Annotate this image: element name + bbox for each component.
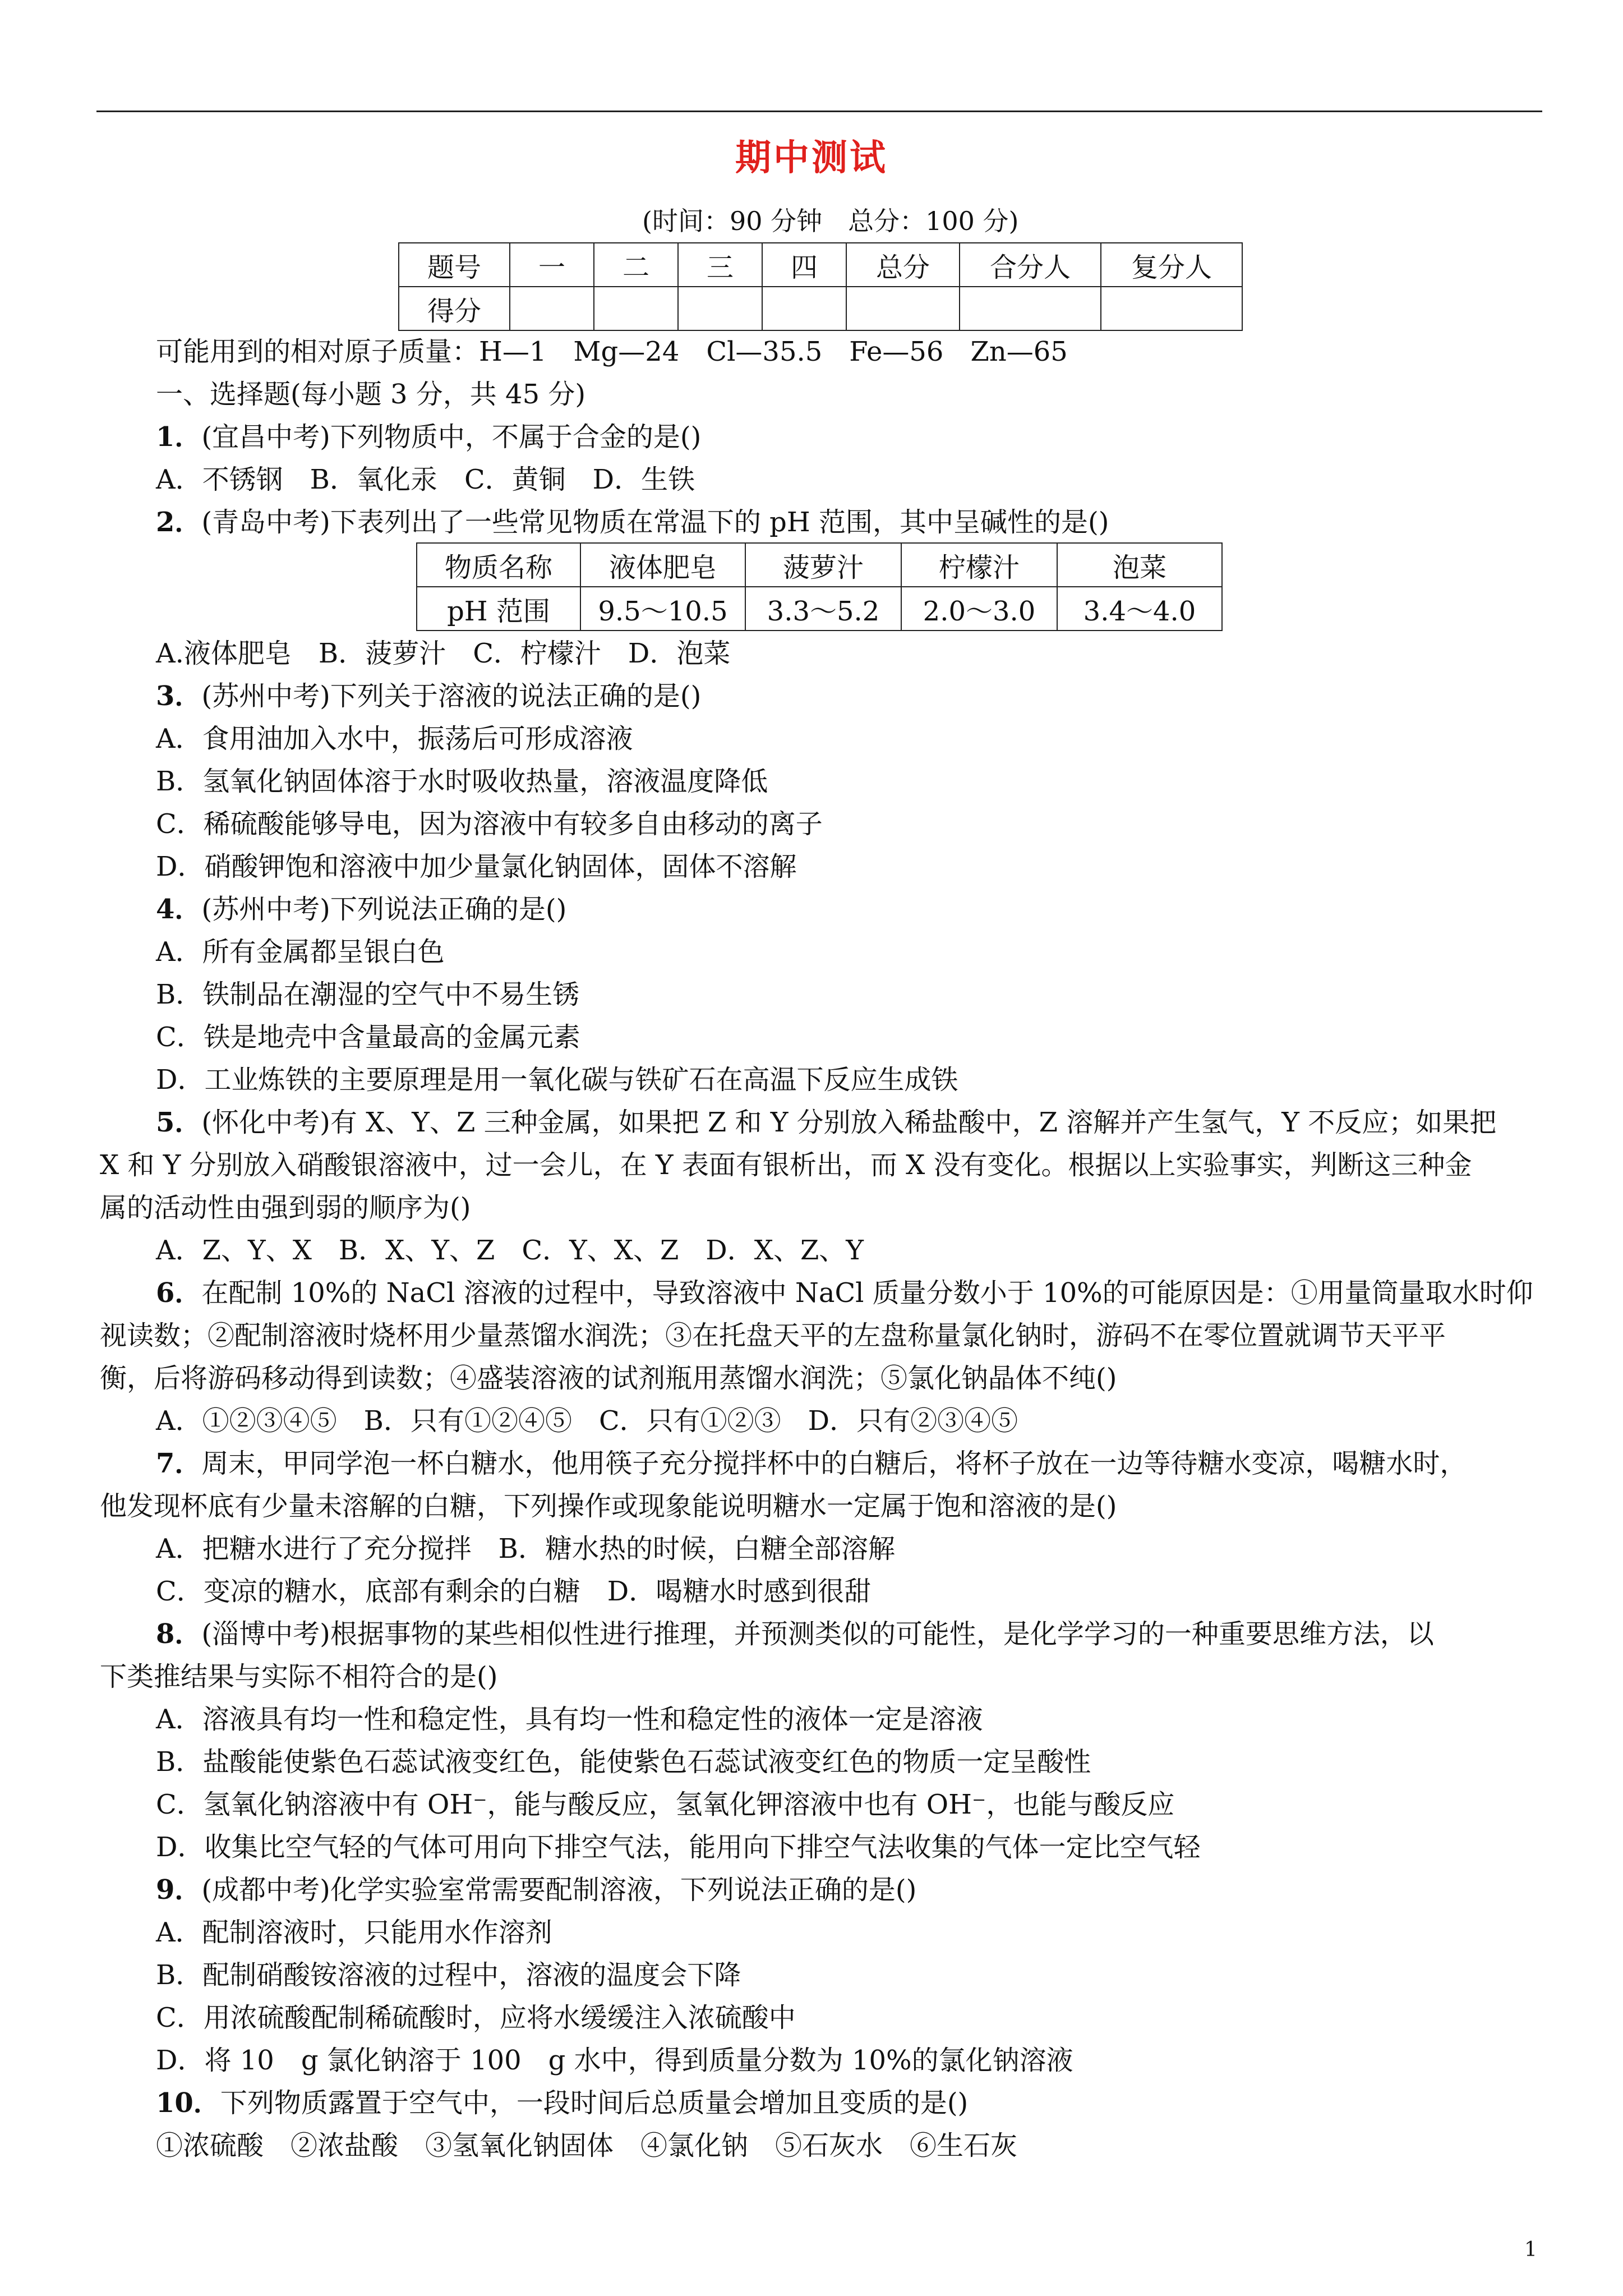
question-number: 2． [156,507,202,538]
ph-table-header-row [417,543,1222,587]
exam-info: (时间：90 分钟 总分：100 分) [642,206,1019,236]
score-table-header-row [399,243,1242,287]
question-stem: (淄博中考)根据事物的某些相似性进行推理，并预测类似的可能性，是化学学习的一种重要思维方法，以 [201,1618,1434,1650]
score-header-cell: 合分人 [960,243,1101,287]
score-cell [1101,287,1242,330]
question-5 [156,1109,1496,1136]
ph-header-cell: 物质名称 [417,543,580,587]
score-table-row [399,287,1242,330]
ph-header-cell: 液体肥皂 [580,543,745,587]
option-b: B．盐酸能使紫色石蕊试液变红色，能使紫色石蕊试液变红色的物质一定呈酸性 [156,1746,1091,1778]
question-6-options: A．①②③④⑤ B．只有①②④⑤ C．只有①②③ D．只有②③④⑤ [156,1405,1018,1437]
score-table [398,242,1243,331]
question-text-line: 下类推结果与实际不相符合的是() [100,1661,498,1692]
score-header-cell: 四 [762,243,846,287]
question-2 [156,509,1109,536]
option-c: C．铁是地壳中含量最高的金属元素 [156,1022,580,1053]
option-a: A．食用油加入水中，振荡后可形成溶液 [156,723,633,754]
page-number: 1 [1524,2238,1537,2261]
option-c: C．稀硫酸能够导电，因为溶液中有较多自由移动的离子 [156,808,823,840]
option-d: D．将 10 g 氯化钠溶于 100 g 水中，得到质量分数为 10%的氯化钠溶液 [156,2045,1073,2076]
score-cell [510,287,594,330]
question-number: 7． [156,1448,202,1479]
question-text-line: 属的活动性由强到弱的顺序为() [100,1192,471,1223]
question-stem: (苏州中考)下列说法正确的是() [201,894,567,925]
ph-header-cell: 柠檬汁 [901,543,1057,587]
question-4 [156,896,566,923]
question-7-options-2: C．变凉的糖水，底部有剩余的白糖 D．喝糖水时感到很甜 [156,1576,872,1607]
question-7 [156,1450,1467,1477]
question-1-options: A．不锈钢 B．氧化汞 C．黄铜 D．生铁 [156,464,695,495]
header-rule [96,111,1542,112]
ph-cell: 9.5～10.5 [580,587,745,631]
ph-cell: 3.4～4.0 [1057,587,1222,631]
score-header-cell: 题号 [399,243,510,287]
ph-cell: 3.3～5.2 [745,587,901,631]
option-b: B．配制硝酸铵溶液的过程中，溶液的温度会下降 [156,1959,741,1991]
question-number: 8． [156,1618,202,1650]
ph-header-cell: 菠萝汁 [745,543,901,587]
question-number: 9． [156,1874,202,1906]
option-a: A．所有金属都呈银白色 [156,936,445,968]
question-6 [156,1277,1533,1309]
question-stem: 周末，甲同学泡一杯白糖水，他用筷子充分搅拌杯中的白糖后，将杯子放在一边等待糖水变凉，喝糖水时， [201,1448,1467,1479]
option-c: C．用浓硫酸配制稀硫酸时，应将水缓缓注入浓硫酸中 [156,2002,796,2033]
question-2-options: A.液体肥皂 B．菠萝汁 C．柠檬汁 D．泡菜 [156,638,731,669]
option-a: A．溶液具有均一性和稳定性，具有均一性和稳定性的液体一定是溶液 [156,1704,983,1735]
question-stem: 在配制 10%的 NaCl 溶液的过程中，导致溶液中 NaCl 质量分数小于 10%的可能原因是：①用量筒量取水时仰 [201,1277,1533,1309]
score-cell [846,287,960,330]
question-number: 6． [156,1277,202,1309]
score-header-cell: 总分 [846,243,960,287]
score-header-cell: 复分人 [1101,243,1242,287]
question-text-line: 他发现杯底有少量未溶解的白糖，下列操作或现象能说明糖水一定属于饱和溶液的是() [100,1490,1117,1522]
score-row-label: 得分 [399,287,510,330]
question-10 [156,2087,969,2119]
score-cell [594,287,678,330]
option-d: D．工业炼铁的主要原理是用一氧化碳与铁矿石在高温下反应生成铁 [156,1064,958,1096]
option-b: B．铁制品在潮湿的空气中不易生锈 [156,979,580,1010]
question-8 [156,1618,1434,1650]
score-header-cell: 二 [594,243,678,287]
ph-table [416,542,1223,631]
question-5-options: A．Z、Y、X B．X、Y、Z C．Y、X、Z D．X、Z、Y [156,1235,864,1266]
option-a: A．配制溶液时，只能用水作溶剂 [156,1917,552,1948]
question-number: 10． [156,2087,220,2119]
score-cell [960,287,1101,330]
question-7-options-1: A．把糖水进行了充分搅拌 B．糖水热的时候，白糖全部溶解 [156,1533,895,1565]
question-number: 5． [156,1107,202,1138]
ph-table-row [417,587,1222,631]
option-c: C．氢氧化钠溶液中有 OH⁻，能与酸反应，氢氧化钾溶液中也有 OH⁻，也能与酸反应 [156,1789,1175,1820]
option-d: D．硝酸钾饱和溶液中加少量氯化钠固体，固体不溶解 [156,851,797,882]
question-number: 4． [156,894,202,925]
atomic-masses: 可能用到的相对原子质量：H—1 Mg—24 Cl—35.5 Fe—56 Zn—65 [156,336,1068,367]
question-stem: (怀化中考)有 X、Y、Z 三种金属，如果把 Z 和 Y 分别放入稀盐酸中，Z 溶解并产生氢气，Y 不反应；如果把 [201,1107,1497,1138]
ph-cell: pH 范围 [417,587,580,631]
ph-cell: 2.0～3.0 [901,587,1057,631]
score-cell [762,287,846,330]
score-cell [678,287,762,330]
question-3 [156,680,702,712]
score-header-cell: 一 [510,243,594,287]
option-b: B．氢氧化钠固体溶于水时吸收热量，溶液温度降低 [156,766,768,797]
score-header-cell: 三 [678,243,762,287]
page-title: 期中测试 [735,137,888,179]
question-text-line: X 和 Y 分别放入硝酸银溶液中，过一会儿，在 Y 表面有银析出，而 X 没有变化。根据以上实验事实，判断这三种金 [100,1149,1472,1181]
question-10-items: ①浓硫酸 ②浓盐酸 ③氢氧化钠固体 ④氯化钠 ⑤石灰水 ⑥生石灰 [156,2130,1018,2161]
question-stem: (青岛中考)下表列出了一些常见物质在常温下的 pH 范围，其中呈碱性的是() [201,507,1109,538]
question-stem: 下列物质露置于空气中，一段时间后总质量会增加且变质的是() [220,2087,969,2119]
question-stem: (宜昌中考)下列物质中，不属于合金的是() [201,421,702,453]
question-stem: (苏州中考)下列关于溶液的说法正确的是() [201,680,702,712]
option-d: D．收集比空气轻的气体可用向下排空气法，能用向下排空气法收集的气体一定比空气轻 [156,1832,1201,1863]
question-1 [156,421,702,453]
ph-header-cell: 泡菜 [1057,543,1222,587]
question-stem: (成都中考)化学实验室常需要配制溶液，下列说法正确的是() [201,1874,917,1906]
question-9 [156,1874,917,1906]
question-text-line: 衡，后将游码移动得到读数；④盛装溶液的试剂瓶用蒸馏水润洗；⑤氯化钠晶体不纯() [100,1363,1117,1394]
question-number: 1． [156,421,202,453]
question-text-line: 视读数；②配制溶液时烧杯用少量蒸馏水润洗；③在托盘天平的左盘称量氯化钠时，游码不在零位置就调节天平平 [100,1320,1446,1351]
question-number: 3． [156,680,202,712]
section-heading: 一、选择题(每小题 3 分，共 45 分) [156,379,586,410]
